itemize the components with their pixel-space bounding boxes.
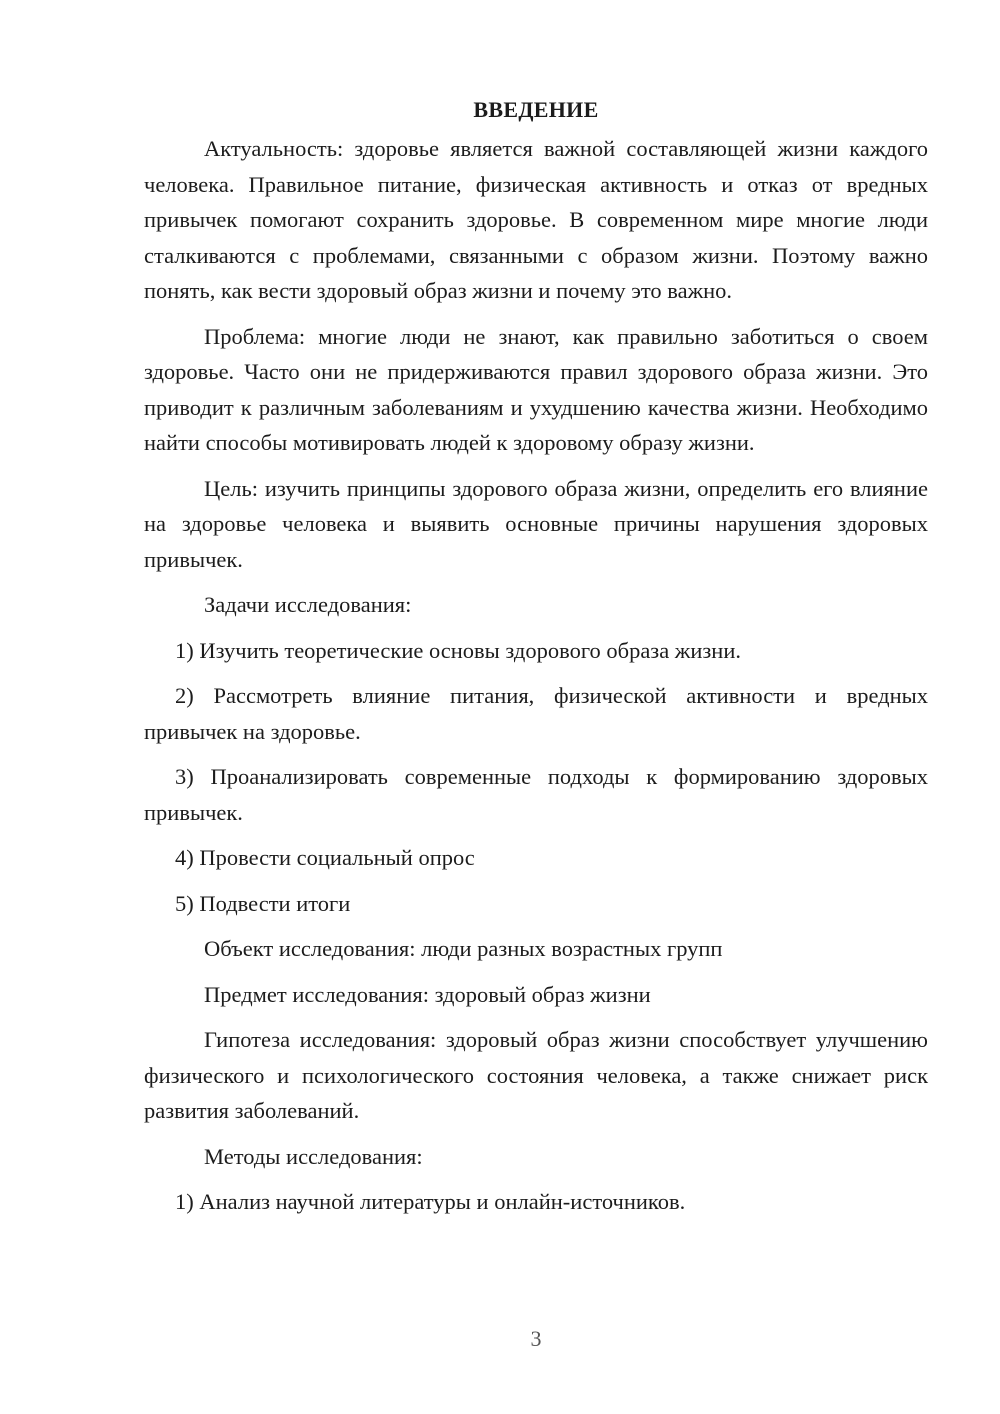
tasks-heading: Задачи исследования: xyxy=(204,592,412,617)
page-number: 3 xyxy=(530,1326,542,1351)
page-content xyxy=(144,95,928,1230)
research-object: Объект исследования: люди разных возрастных групп xyxy=(204,936,723,961)
section-title: ВВЕДЕНИЕ xyxy=(473,97,599,122)
task-item-2: 2) Рассмотреть влияние питания, физической активности и вредных привычек на здоровье. xyxy=(144,683,928,744)
research-subject: Предмет исследования: здоровый образ жизни xyxy=(204,981,651,1007)
relevance-paragraph: Актуальность: здоровье является важной составляющей жизни каждого человека. Правильное питание, физическая активность и отказ от вредных привычек помогают сохранить здоровье. В современном мире многие люди сталкиваются с проблемами, связанными с образом жизни. Поэтому важно понять, как вести здоровый образ жизни и почему это важно. xyxy=(144,136,928,303)
goal-paragraph: Цель: изучить принципы здорового образа жизни, определить его влияние на здоровье человека и выявить основные причины нарушения здоровых привычек. xyxy=(144,475,928,572)
problem-paragraph: Проблема: многие люди не знают, как правильно заботиться о своем здоровье. Часто они не придерживаются правил здорового образа жизни. Это приводит к различным заболеваниям и ухудшению качества жизни. Необходимо найти способы мотивировать людей к здоровому образу жизни. xyxy=(144,323,928,455)
methods-heading: Методы исследования: xyxy=(204,1143,423,1169)
method-item-1: 1) Анализ научной литературы и онлайн-источников. xyxy=(175,1189,686,1214)
task-item-3: 3) Проанализировать современные подходы к формированию здоровых привычек. xyxy=(144,764,928,825)
research-hypothesis: Гипотеза исследования: здоровый образ жизни способствует улучшению физического и психологического состояния человека, а также снижает риск развития заболеваний. xyxy=(144,1027,928,1123)
task-item-5: 5) Подвести итоги xyxy=(175,890,351,916)
task-item-4: 4) Провести социальный опрос xyxy=(175,845,475,870)
task-item-1: 1) Изучить теоретические основы здорового образа жизни. xyxy=(175,637,741,663)
